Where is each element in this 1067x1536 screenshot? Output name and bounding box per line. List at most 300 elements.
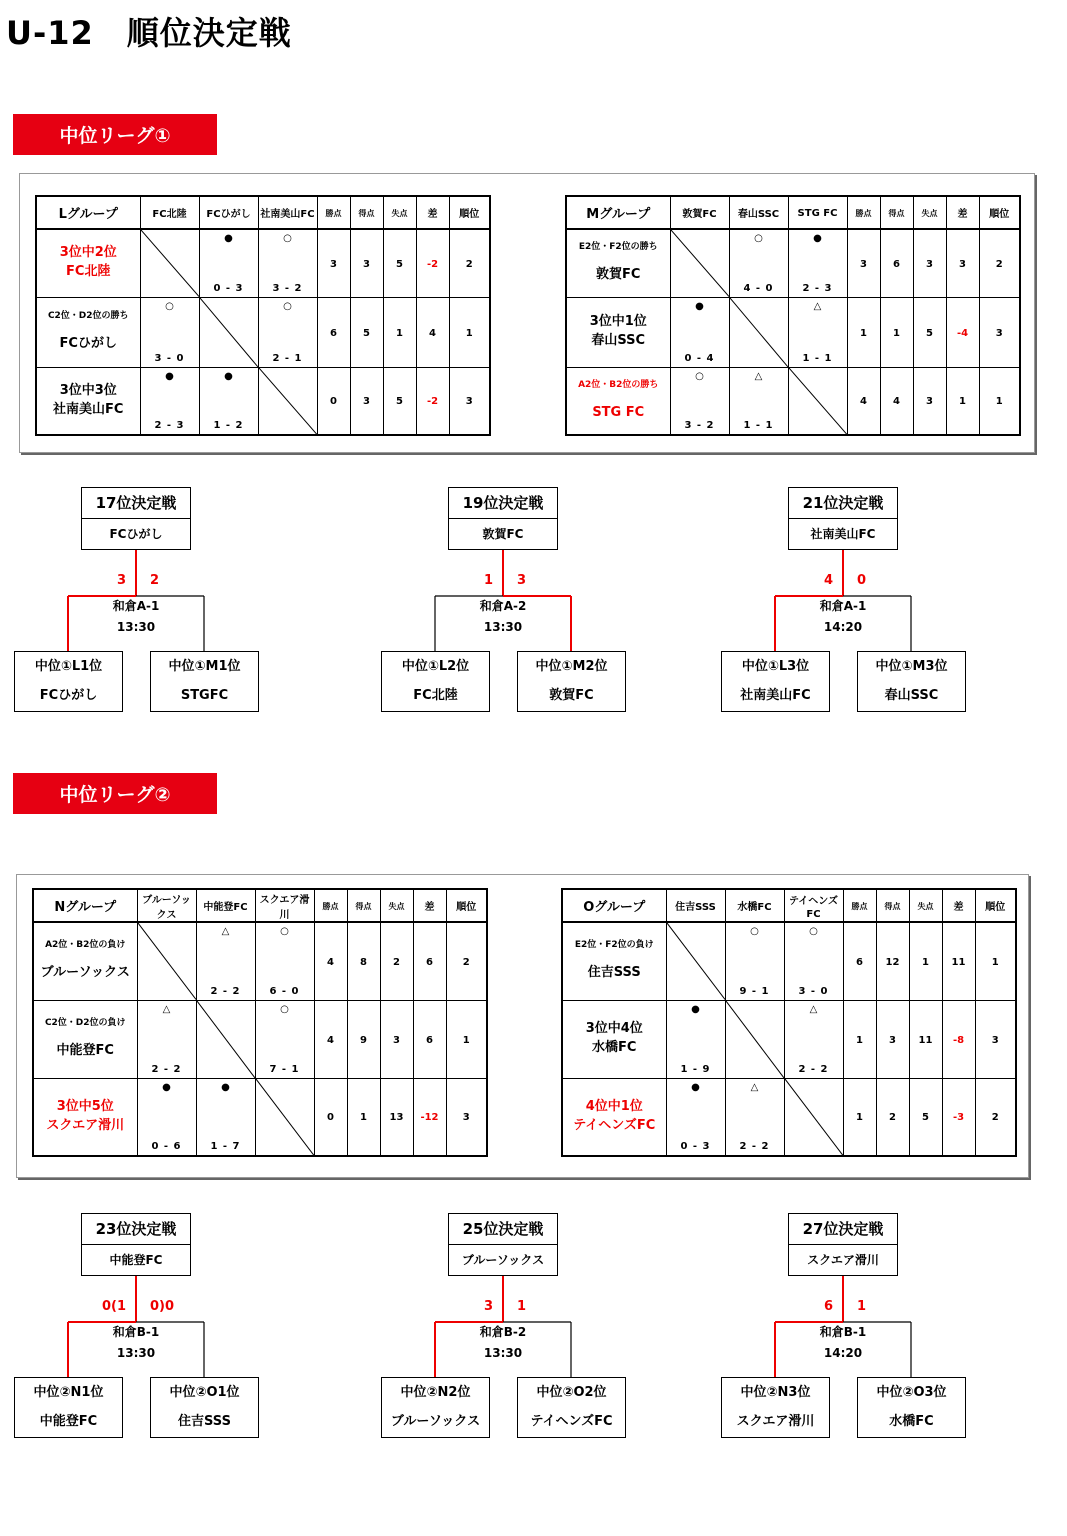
placement-winner: スクエア滑川: [807, 1253, 879, 1267]
table-row: [562, 1000, 1016, 1078]
stat-cell: [876, 922, 909, 1000]
slot-team: STGFC: [180, 688, 229, 703]
match-result-cell: [670, 367, 729, 435]
stat-header-label: 失点: [921, 209, 938, 218]
stat-value: 9: [360, 1034, 367, 1046]
venue-name: 和倉B-2: [479, 1325, 527, 1339]
stat-cell: [975, 922, 1016, 1000]
stat-value: 0: [330, 396, 337, 408]
stat-value: 3: [860, 258, 867, 270]
match-result-cell: [670, 297, 729, 367]
placement-box: [448, 1213, 558, 1276]
stat-value: 4: [429, 327, 436, 339]
stat-cell: [314, 922, 347, 1000]
match-result-cell: [140, 297, 199, 367]
stat-value: 2: [465, 258, 473, 270]
section-banner-1: 中位リーグ①: [13, 114, 217, 155]
row-team-cell: [562, 1000, 666, 1078]
slot-team: 敦賀FC: [549, 688, 594, 703]
match-time: 13:30: [116, 1346, 156, 1360]
row-qualification: E2位・F2位の勝ち: [578, 242, 658, 253]
stat-cell: [913, 297, 946, 367]
match-score: 6 - 0: [269, 985, 300, 997]
result-mark-icon: ○: [280, 1003, 289, 1015]
table-row: [566, 367, 1020, 435]
row-team-cell: [33, 1078, 137, 1156]
stat-value: 2: [393, 956, 400, 968]
stat-cell: [946, 367, 979, 435]
team-header-label: 社南美山FC: [260, 209, 315, 220]
stat-cell: [880, 297, 913, 367]
row-team-name: 社南美山FC: [53, 401, 124, 417]
stat-value: 1: [856, 1034, 863, 1046]
slot-team: FC北陸: [413, 688, 458, 703]
result-mark-icon: ●: [165, 370, 174, 382]
stat-value: 1: [922, 956, 929, 968]
result-mark-icon: ○: [750, 926, 759, 937]
self-match-cell: [255, 1078, 314, 1156]
match-score: 1 - 1: [802, 352, 833, 364]
stat-value: 1: [396, 327, 403, 339]
table-row: [36, 297, 490, 367]
stat-value: 3: [363, 396, 370, 408]
stat-cell: [847, 297, 880, 367]
stat-value: 4: [893, 396, 900, 408]
row-qualification: A2位・B2位の負け: [45, 940, 126, 951]
stat-cell: [843, 922, 876, 1000]
stat-value: 3: [465, 396, 473, 408]
team-header-label: FC北陸: [152, 209, 187, 220]
team-header-label: スクエア滑川: [259, 894, 310, 921]
score-right: 1: [517, 1299, 527, 1314]
match-result-cell: [199, 229, 258, 297]
stat-value: 1: [856, 1112, 863, 1124]
stat-value: 6: [426, 956, 433, 968]
row-team-cell: [562, 1078, 666, 1156]
result-mark-icon: ○: [809, 926, 818, 937]
stat-header-label: 失点: [388, 902, 405, 911]
section-banner-2: 中位リーグ②: [13, 773, 217, 814]
stat-column-header: [413, 889, 446, 922]
stat-cell: [876, 1078, 909, 1156]
team-slot-right: [150, 1377, 259, 1438]
match-score: 1 - 2: [213, 420, 244, 431]
match-score: 2 - 1: [272, 352, 303, 364]
stat-cell: [314, 1078, 347, 1156]
result-mark-icon: ○: [754, 233, 763, 244]
stat-cell: [843, 1000, 876, 1078]
stat-value: 5: [926, 327, 933, 339]
table-row: [36, 229, 490, 297]
stat-value: 0: [327, 1112, 334, 1124]
stat-value: -2: [426, 396, 439, 408]
team-header-label: 中能登FC: [203, 902, 248, 913]
stat-value: 1: [360, 1112, 367, 1124]
group-name: Nグループ: [54, 900, 117, 915]
stat-value: 5: [396, 258, 403, 270]
stat-column-header: [913, 196, 946, 229]
row-team-cell: [566, 297, 670, 367]
match-result-cell: [258, 297, 317, 367]
team-column-header: [255, 889, 314, 922]
stat-column-header: [843, 889, 876, 922]
self-match-cell: [670, 229, 729, 297]
stat-header-label: 差: [953, 902, 964, 913]
match-result-cell: [725, 922, 784, 1000]
placement-winner: 敦賀FC: [482, 527, 524, 541]
placement-title: 19位決定戦: [449, 488, 557, 519]
team-slot-left: [381, 651, 490, 712]
stat-cell: [314, 1000, 347, 1078]
result-mark-icon: △: [809, 1003, 818, 1015]
team-header-label: 水橋FC: [737, 902, 772, 913]
stat-column-header: [446, 889, 487, 922]
stat-header-label: 勝点: [322, 902, 339, 911]
stat-value: -8: [952, 1034, 965, 1046]
team-column-header: [725, 889, 784, 922]
result-mark-icon: ○: [283, 300, 292, 312]
result-mark-icon: ○: [280, 926, 289, 937]
stat-cell: [449, 229, 490, 297]
stat-cell: [380, 922, 413, 1000]
placement-box: [81, 1213, 191, 1276]
group-table: [561, 888, 1017, 1157]
slot-team: FCひがし: [39, 688, 98, 703]
match-score: 2 - 3: [154, 420, 185, 431]
score-left: 6: [823, 1299, 833, 1314]
stat-header-label: 差: [957, 209, 968, 220]
stat-cell: [979, 297, 1020, 367]
table-row: [566, 229, 1020, 297]
stat-header-label: 失点: [917, 902, 934, 911]
match-score: 2 - 3: [802, 282, 833, 294]
table-row: [33, 922, 487, 1000]
venue-time: [775, 596, 911, 642]
placement-title: 17位決定戦: [82, 488, 190, 519]
placement-title: 23位決定戦: [82, 1214, 190, 1245]
stat-value: 3: [995, 327, 1003, 339]
score-left: 1: [483, 573, 493, 588]
slot-team: スクエア滑川: [736, 1414, 815, 1429]
stat-cell: [913, 367, 946, 435]
result-mark-icon: △: [754, 370, 763, 382]
match-score: 0 - 6: [151, 1141, 182, 1152]
match-result-cell: [666, 1078, 725, 1156]
result-mark-icon: ●: [691, 1003, 700, 1015]
row-team-name: FC北陸: [66, 264, 111, 280]
stat-value: 5: [396, 396, 403, 408]
placement-winner: ブルーソックス: [461, 1253, 545, 1267]
placement-winner: FCひがし: [109, 527, 163, 541]
stat-column-header: [975, 889, 1016, 922]
placement-winner: 中能登FC: [109, 1253, 163, 1267]
stat-cell: [880, 229, 913, 297]
venue-name: 和倉B-1: [112, 1325, 160, 1339]
stat-value: 13: [389, 1112, 404, 1124]
row-team-name: 住吉SSS: [587, 965, 641, 981]
result-mark-icon: ●: [813, 233, 822, 244]
row-qualification: C2位・D2位の負け: [44, 1018, 126, 1029]
stat-cell: [843, 1078, 876, 1156]
stat-header-label: 得点: [358, 209, 375, 218]
team-header-label: 春山SSC: [737, 209, 780, 220]
stat-header-label: 得点: [888, 209, 905, 218]
stat-cell: [416, 297, 449, 367]
stat-value: 3: [889, 1034, 896, 1046]
placement-box: [788, 1213, 898, 1276]
stat-cell: [446, 922, 487, 1000]
score-left: 3: [116, 573, 126, 588]
stat-value: 2: [991, 1112, 999, 1124]
self-match-cell: [140, 229, 199, 297]
result-mark-icon: △: [221, 926, 230, 937]
slot-team: 社南美山FC: [740, 688, 811, 703]
stat-value: 11: [918, 1034, 933, 1046]
match-result-cell: [199, 367, 258, 435]
match-result-cell: [137, 1000, 196, 1078]
team-header-label: 敦賀FC: [682, 209, 717, 220]
stat-cell: [847, 229, 880, 297]
venue-time: [435, 596, 571, 642]
slot-team: 水橋FC: [889, 1414, 934, 1429]
stat-cell: [942, 1078, 975, 1156]
match-time: 13:30: [483, 620, 523, 634]
placement-winner: 社南美山FC: [810, 527, 876, 541]
slot-label: 中位②N2位: [400, 1385, 471, 1400]
stat-value: 3: [330, 258, 337, 270]
stat-cell: [347, 922, 380, 1000]
match-result-cell: [666, 1000, 725, 1078]
team-slot-right: [517, 651, 626, 712]
score-left: 4: [823, 573, 833, 588]
stat-value: 3: [462, 1112, 470, 1124]
result-mark-icon: △: [162, 1003, 171, 1015]
match-score: 4 - 0: [743, 282, 774, 294]
slot-label: 中位②N3位: [740, 1385, 811, 1400]
stat-value: 4: [860, 396, 867, 408]
stat-value: 6: [426, 1034, 433, 1046]
match-result-cell: [784, 922, 843, 1000]
stat-cell: [913, 229, 946, 297]
team-header-label: STG FC: [797, 208, 838, 219]
match-result-cell: [788, 297, 847, 367]
row-qualification: 3位中4位: [585, 1021, 643, 1037]
group-table: [32, 888, 488, 1157]
stat-value: 3: [926, 258, 933, 270]
stat-value: 5: [363, 327, 370, 339]
row-team-name: テイヘンズFC: [573, 1117, 656, 1133]
stat-cell: [909, 1000, 942, 1078]
team-slot-left: [721, 1377, 830, 1438]
stat-cell: [350, 367, 383, 435]
match-score: 3 - 2: [272, 282, 303, 294]
group-name-header: [566, 196, 670, 229]
stat-cell: [909, 922, 942, 1000]
team-column-header: [140, 196, 199, 229]
stat-cell: [975, 1000, 1016, 1078]
team-column-header: [670, 196, 729, 229]
stat-value: 6: [330, 327, 337, 339]
stat-value: 1: [465, 327, 473, 339]
group-name: Oグループ: [583, 900, 646, 915]
table-row: [33, 1078, 487, 1156]
stat-value: 6: [893, 258, 900, 270]
table-row: [33, 1000, 487, 1078]
stat-cell: [413, 1000, 446, 1078]
match-score: 7 - 1: [269, 1063, 300, 1075]
self-match-cell: [725, 1000, 784, 1078]
team-slot-left: [14, 651, 123, 712]
stat-column-header: [317, 196, 350, 229]
team-header-label: 住吉SSS: [675, 902, 716, 913]
stat-cell: [876, 1000, 909, 1078]
stat-header-label: 差: [427, 209, 438, 220]
match-result-cell: [255, 1000, 314, 1078]
stat-value: 11: [951, 956, 966, 968]
placement-title: 27位決定戦: [789, 1214, 897, 1245]
self-match-cell: [196, 1000, 255, 1078]
stat-cell: [979, 367, 1020, 435]
slot-label: 中位①L2位: [401, 659, 470, 674]
venue-name: 和倉A-2: [479, 599, 527, 613]
team-column-header: [788, 196, 847, 229]
match-result-cell: [140, 367, 199, 435]
slot-label: 中位②O3位: [876, 1385, 947, 1400]
row-team-name: 春山SSC: [591, 333, 646, 348]
row-team-cell: [36, 367, 140, 435]
team-slot-right: [517, 1377, 626, 1438]
score-right: 1: [857, 1299, 867, 1314]
stat-value: -4: [956, 327, 969, 339]
stat-cell: [946, 297, 979, 367]
stat-cell: [847, 367, 880, 435]
stat-cell: [909, 1078, 942, 1156]
team-slot-right: [150, 651, 259, 712]
stat-header-label: 順位: [989, 209, 1010, 220]
group-name: Mグループ: [586, 207, 651, 222]
stat-column-header: [449, 196, 490, 229]
row-team-cell: [562, 922, 666, 1000]
stat-value: 12: [885, 956, 900, 968]
match-score: 1 - 1: [743, 420, 774, 431]
match-score: 2 - 2: [739, 1141, 770, 1152]
stat-column-header: [347, 889, 380, 922]
stat-cell: [380, 1000, 413, 1078]
row-qualification: E2位・F2位の負け: [574, 940, 654, 951]
group-name: Lグループ: [58, 207, 118, 222]
venue-name: 和倉B-1: [819, 1325, 867, 1339]
stat-value: 3: [959, 258, 966, 270]
match-score: 3 - 2: [684, 420, 715, 431]
stat-cell: [416, 229, 449, 297]
stat-column-header: [979, 196, 1020, 229]
stat-cell: [383, 297, 416, 367]
team-header-label: テイヘンズFC: [789, 895, 838, 920]
team-slot-left: [381, 1377, 490, 1438]
score-left: 3: [483, 1299, 493, 1314]
team-header-label: FCひがし: [206, 209, 251, 220]
stat-value: 3: [363, 258, 370, 270]
group-name-header: [33, 889, 137, 922]
stat-column-header: [350, 196, 383, 229]
row-qualification: 3位中3位: [59, 382, 117, 398]
result-mark-icon: ○: [283, 233, 292, 244]
placement-box: [788, 487, 898, 550]
row-qualification: C2位・D2位の勝ち: [47, 311, 129, 322]
page-title: U-12 順位決定戦: [6, 14, 292, 52]
venue-time: [435, 1322, 571, 1368]
stat-cell: [942, 922, 975, 1000]
stat-value: 1: [959, 396, 966, 408]
stat-header-label: 失点: [391, 209, 408, 218]
venue-time: [775, 1322, 911, 1368]
match-score: 0 - 4: [684, 352, 715, 364]
stat-column-header: [880, 196, 913, 229]
group-name-header: [36, 196, 140, 229]
match-score: 2 - 2: [798, 1063, 829, 1075]
stat-cell: [942, 1000, 975, 1078]
group-name-header: [562, 889, 666, 922]
row-team-name: 中能登FC: [56, 1043, 114, 1059]
team-column-header: [666, 889, 725, 922]
match-result-cell: [725, 1078, 784, 1156]
venue-name: 和倉A-1: [819, 599, 867, 613]
row-qualification: 3位中2位: [59, 245, 117, 261]
match-score: 9 - 1: [739, 985, 770, 997]
row-team-cell: [36, 297, 140, 367]
self-match-cell: [199, 297, 258, 367]
match-time: 14:20: [823, 1346, 863, 1360]
stat-cell: [380, 1078, 413, 1156]
stat-value: 4: [327, 956, 334, 968]
match-score: 0 - 3: [213, 282, 244, 294]
row-team-cell: [33, 922, 137, 1000]
result-mark-icon: ●: [224, 370, 233, 382]
stat-value: 1: [860, 327, 867, 339]
stat-value: 2: [995, 258, 1003, 270]
stat-value: 2: [462, 956, 470, 968]
result-mark-icon: ●: [221, 1081, 230, 1093]
stat-cell: [416, 367, 449, 435]
stat-value: 3: [926, 396, 933, 408]
team-slot-left: [14, 1377, 123, 1438]
slot-team: 中能登FC: [39, 1414, 98, 1429]
self-match-cell: [788, 367, 847, 435]
match-time: 14:20: [823, 620, 863, 634]
team-column-header: [258, 196, 317, 229]
group-table: [565, 195, 1021, 436]
slot-team: ブルーソックス: [390, 1414, 481, 1429]
match-result-cell: [196, 922, 255, 1000]
stat-cell: [350, 297, 383, 367]
stat-cell: [880, 367, 913, 435]
stat-cell: [449, 367, 490, 435]
match-result-cell: [729, 367, 788, 435]
stat-header-label: 勝点: [855, 209, 872, 218]
slot-label: 中位①L1位: [34, 659, 103, 674]
stat-cell: [347, 1078, 380, 1156]
stat-column-header: [416, 196, 449, 229]
stat-cell: [979, 229, 1020, 297]
match-result-cell: [196, 1078, 255, 1156]
stat-column-header: [942, 889, 975, 922]
stat-cell: [350, 229, 383, 297]
venue-name: 和倉A-1: [112, 599, 160, 613]
row-team-cell: [36, 229, 140, 297]
match-score: 2 - 2: [210, 985, 241, 997]
team-column-header: [199, 196, 258, 229]
team-column-header: [137, 889, 196, 922]
